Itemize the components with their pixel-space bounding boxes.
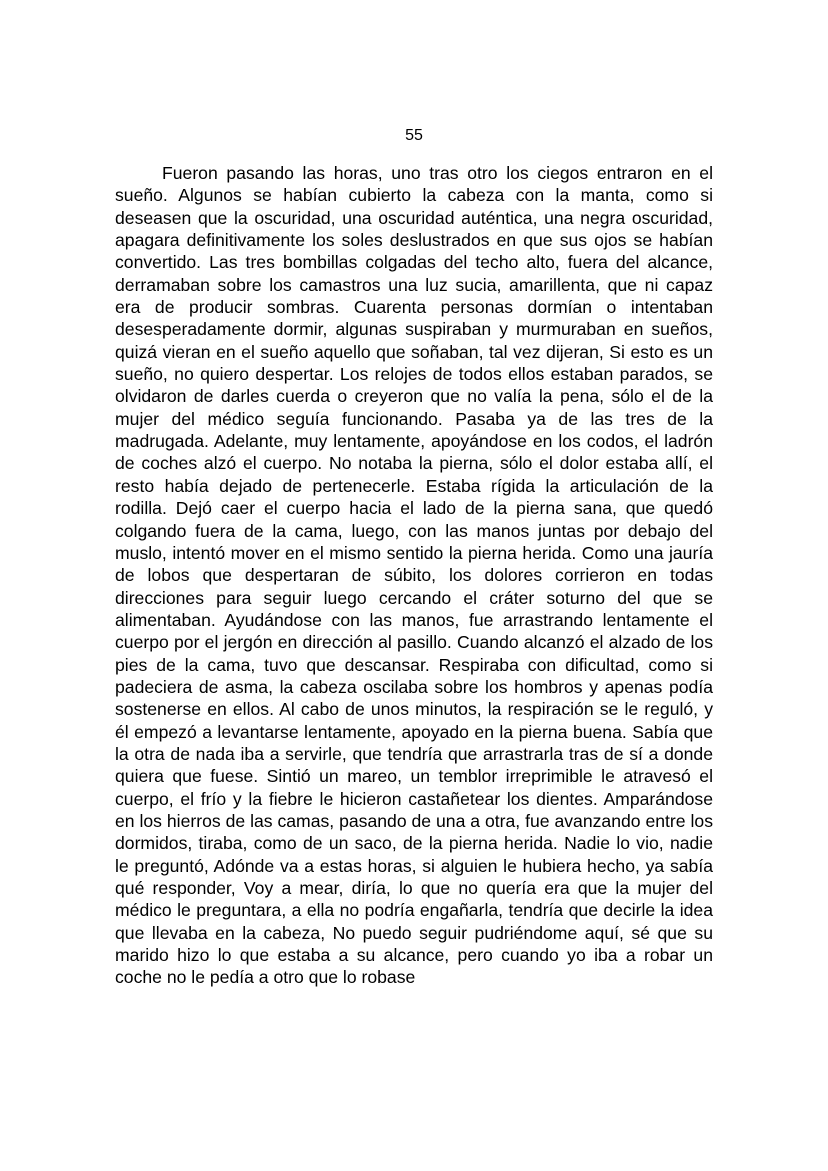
page-number: 55: [405, 127, 423, 144]
body-paragraph: Fueron pasando las horas, uno tras otro los ciegos entraron en el sueño. Algunos se habían cubierto la cabeza con la manta, como si deseasen que la oscuridad, una oscuridad auténtica, una negra oscuridad, apagara definitivamente los soles deslustrados en que sus ojos se habían convertido. Las tres bombillas colgadas del techo alto, fuera del alcance, derramaban sobre los camastros una luz sucia, amarillenta, que ni capaz era de producir sombras. Cuarenta personas dormían o intentaban desesperadamente dormir, algunas suspiraban y murmuraban en sueños, quizá vieran en el sueño aquello que soñaban, tal vez dijeran, Si esto es un sueño, no quiero despertar. Los relojes de todos ellos estaban parados, se olvidaron de darles cuerda o creyeron que no valía la pena, sólo el de la mujer del médico seguía funcionando. Pasaba ya de las tres de la madrugada. Adelante, muy lentamente, apoyándose en los codos, el ladrón de coches alzó el cuerpo. No notaba la pierna, sólo el dolor estaba allí, el resto había dejado de pertenecerle. Estaba rígida la articulación de la rodilla. Dejó caer el cuerpo hacia el lado de la pierna sana, que quedó colgando fuera de la cama, luego, con las manos juntas por debajo del muslo, intentó mover en el mismo sentido la pierna herida. Como una jauría de lobos que despertaran de súbito, los dolores corrieron en todas direcciones para seguir luego cercando el cráter soturno del que se alimentaban. Ayudándose con las manos, fue arrastrando lentamente el cuerpo por el jergón en dirección al pasillo. Cuando alcanzó el alzado de los pies de la cama, tuvo que descansar. Respiraba con dificultad, como si padeciera de asma, la cabeza oscilaba sobre los hombros y apenas podía sostenerse en ellos. Al cabo de unos minutos, la respiración se le reguló, y él empezó a levantarse lentamente, apoyado en la pierna buena. Sabía que la otra de nada iba a servirle, que tendría que arrastrarla tras de sí a donde quiera que fuese. Sintió un mareo, un temblor irreprimible le atravesó el cuerpo, el frío y la fiebre le hicieron castañetear los dientes. Amparándose en los hierros de las camas, pasando de una a otra, fue avanzando entre los dormidos, tiraba, como de un saco, de la pierna herida. Nadie lo vio, nadie le preguntó, Adónde va a estas horas, si alguien le hubiera hecho, ya sabía qué responder, Voy a mear, diría, lo que no quería era que la mujer del médico le preguntara, a ella no podría engañarla, tendría que decirle la idea que llevaba en la cabeza, No puedo seguir pudriéndome aquí, sé que su marido hizo lo que estaba a su alcance, pero cuando yo iba a robar un coche no le pedía a otro que lo robase: [115, 163, 713, 988]
